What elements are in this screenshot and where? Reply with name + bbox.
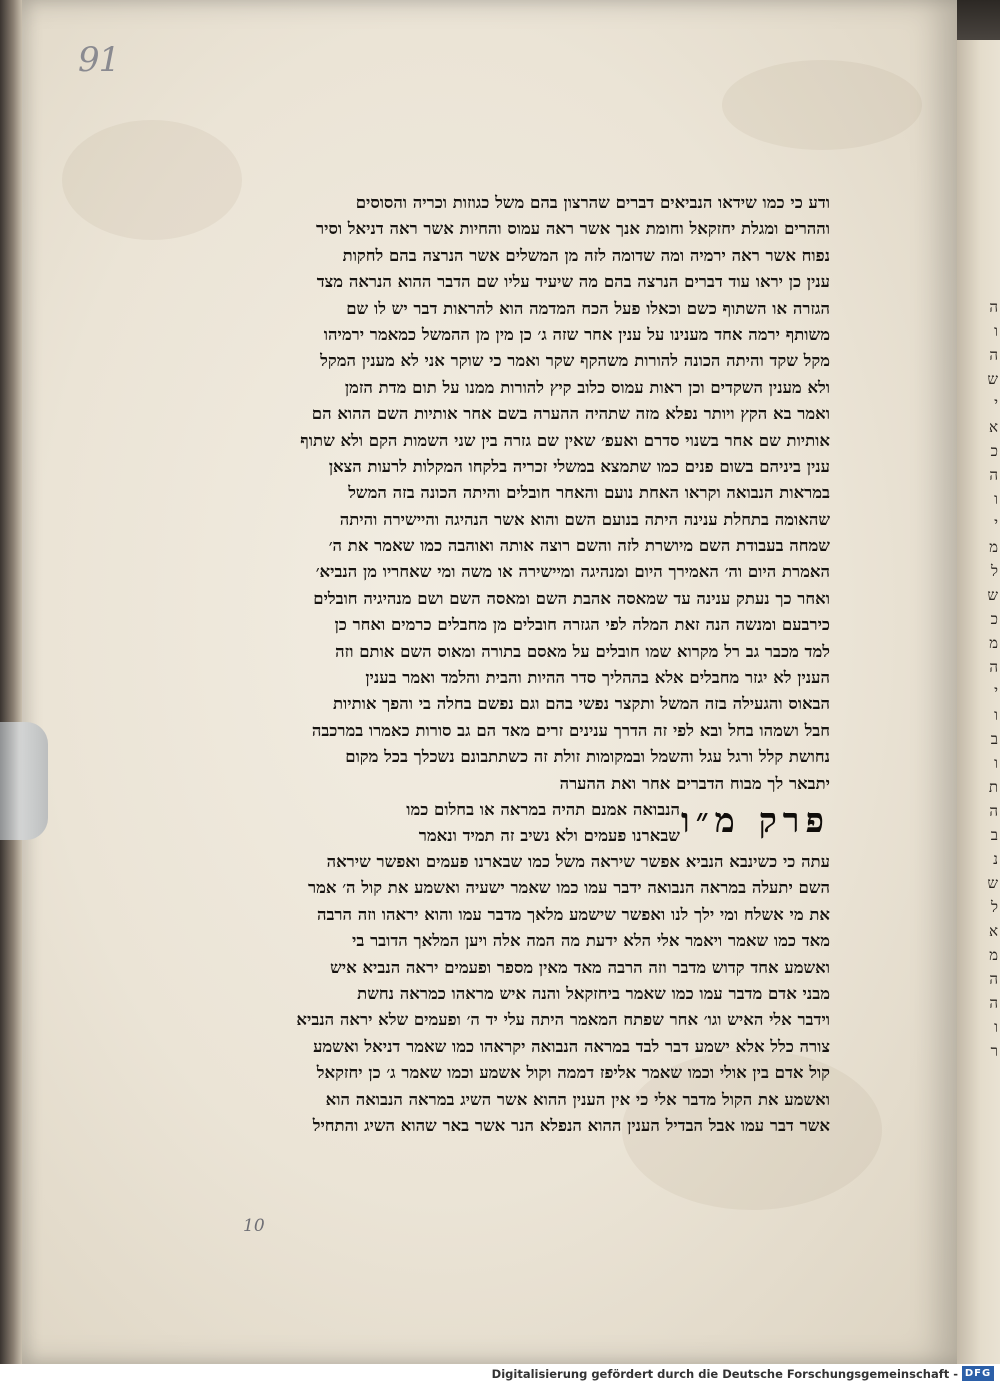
text-line: את מי אשלח ומי ילך לנו ואפשר שישמע מלאך מדבר עמו והוא יראהו וזה הרבה — [316, 904, 830, 924]
text-line: צורה כלל אלא ישמע דבר לבד במראה הנבואה יקראהו כמו שאמר דניאל ואשמע — [313, 1036, 830, 1056]
text-line: וידבר אלי האיש וגו׳ אחר שפתח המאמר היתה עלי יד ה׳ ופעמים שלא יראה הנביא — [296, 1010, 830, 1030]
text-line: מקל שקד והיתה הכונה להורות משהקף שקר ואמר כי שוקר אני לא מענין המקל — [320, 351, 830, 371]
text-line: במראות הנבואה וקראו האחת נועם והאחר חובלים והיתה הכונה בזה המשל — [348, 483, 830, 503]
digitization-footer — [0, 1364, 1000, 1384]
facing-page-text: ה ו ה ש י א כ ה ו י מ ל ש כ מ ה י ו ב ו ת ה ב נ ש ל א מ ה ה ו ר — [987, 298, 998, 1060]
page-stain — [722, 60, 922, 150]
text-line: נחושת קלל ורגל עגל והשמל ובמקומות זולת זה כשתתבונם נשכלך בכל מקום — [345, 747, 830, 767]
text-line: ולא מענין השקדים וכן ראות עמוס כלוב קיץ להורות ממנו על תום מדת הזמן — [344, 377, 830, 397]
book-gutter-edge — [0, 0, 22, 1364]
text-line: שמחה בעבודת השם מיושרת לזה והשם רוצה אותה ואוהבה כמו שאמר את ה׳ — [328, 536, 830, 556]
chapter-side-text — [255, 797, 680, 850]
text-line: האמרת היום וה׳ האמירך היום ומנהיגה ומיישירה או משה ומי שאחריו מן הנביא׳ — [315, 562, 830, 582]
text-line: ואשמע אחד קדוש מדבר וזה הרבה מאד מאין מספר ופעמים יראה הנביא איש — [330, 957, 830, 977]
hebrew-text-block — [255, 190, 830, 1139]
text-line: אשר דבר עמו אבל הבדיל הענין ההוא הנפלא הנר אשר באר שהוא השיג והתחיל — [312, 1115, 830, 1135]
footer-credit: Digitalisierung gefördert durch die Deutsche Forschungsgemeinschaft - — [491, 1367, 958, 1381]
text-line: הבאוס והגעילה בזה המשל ותקצר נפשי בהם וגם נפשם בחלה בי והפך אותיות — [332, 694, 830, 714]
text-line: ואשמע את הקול מדבר אלי כי אין הענין ההוא אשר השיג במראה הנבואה הוא — [325, 1089, 830, 1109]
text-line: קול אדם בין אולי וכמו שאמר אליפז דממה וקול אשמע וכמו שאמר ג׳ כן יחזקאל — [316, 1063, 830, 1083]
chapter-heading-row — [255, 797, 830, 849]
text-line: כירבעם ומנשה הנה זאת המלה לפי הגזרה חובלים מן מחבלים כרמים ואחר כן — [334, 615, 830, 635]
page-stain — [62, 120, 242, 240]
text-line: ענין ביניהם בשום פנים כמו שתמצא במשלי זכריה בלקחו המקלות לרעות הצאן — [328, 456, 830, 476]
text-line: שהאומה בתחלת ענינה היתה בנועם השם והוא אשר הנהיגה והיישירה והיתה — [339, 509, 830, 529]
text-line: שבארנו פעמים ולא נשיב זה תמיד ונאמר — [418, 826, 680, 846]
text-line: הגזרה או השתוף כשם וכאלו פעל הכח המדמה הוא להראות דבר יש לו שם — [346, 298, 830, 318]
text-line: יתבאר לך מבוח הדברים אחר ואת ההערה — [559, 773, 830, 793]
page-clip — [0, 722, 48, 840]
text-line: נפוח אשר ראה ירמיה ומה שדומה לזה מן המשלים אשר הנרצה בהם לחקות — [342, 245, 830, 265]
text-line: אותיות שם אחר בשנוי סדרם ואעפ׳ שאין שם גזרה בין שני השמות הקם ולא שתוף — [300, 430, 830, 450]
text-line: משותף ירמה אחד מענינו על ענין אחר שזה ג׳ כן מין מן ההמשל כמאמר ירמיהו — [323, 324, 830, 344]
chapter-heading: פרק מ״ו — [681, 800, 830, 841]
text-line: ודע כי כמו שידאו הנביאים דברים שהרצון בהם משל כגוזות וכריה והסוסים — [355, 193, 830, 212]
text-line: הענין לא יגזר מחבלים אלא בההליך סדר ההיות והבית והלמד ואמר בענין — [365, 668, 830, 688]
text-line: מבני אדם מדבר עמו כמו שאמר ביחזקאל והנה איש מראהו כמראה נחשת — [357, 983, 830, 1003]
text-line: השם יתעלה במראה הנבואה ידבר עמו כמו שאמר ישעיה ואשמע את קול ה׳ אמר — [308, 878, 830, 898]
dfg-logo: DFG — [962, 1366, 994, 1381]
text-line: מאד כמו שאמר ויאמר אלי הלא ידעת מה המה אלה ויען המלאך הדובר בי — [352, 931, 830, 951]
text-line: חבל ושמהו בחל ובא לפי זה הדרך ענינים זרים מאד הם גב סורות כאמרו במרכבה — [311, 720, 830, 740]
text-line: הנבואה אמנם תהיה במראה או בחלום כמו — [406, 799, 680, 819]
text-line: ואמר בא הקץ ויותר נפלא מזה שתהיה ההערה בשם אחר אותיות השם ההוא הם — [311, 404, 830, 424]
text-line: וההרים ומגלת יחזקאל וחומת אנך אשר ראה עמוס והחיות אשר ראה דניאל וסיר — [316, 219, 830, 239]
text-line: עתה כי כשינבא הנביא אפשר שיראה משל כמו שבארנו פעמים ואפשר שיראה — [326, 851, 830, 871]
text-line: ואחר כך נעתק ענינה עד שמאסה אהבת השם ומאסה השם ושם מנהיגיה חובלים — [313, 588, 830, 608]
pencil-folio-number: 91 — [78, 40, 120, 80]
pencil-bottom-note: 10 — [243, 1216, 265, 1236]
text-line: ענין כן יראו עוד דברים הנרצה בהם מה שיעיד עליו שם הדבר ההוא הנראה מצד — [316, 272, 830, 292]
text-line: למד מכבר גב רל מקרוא שמו חובלים על מאסם בתורה ומאוס השם אותם וזה — [335, 641, 830, 661]
